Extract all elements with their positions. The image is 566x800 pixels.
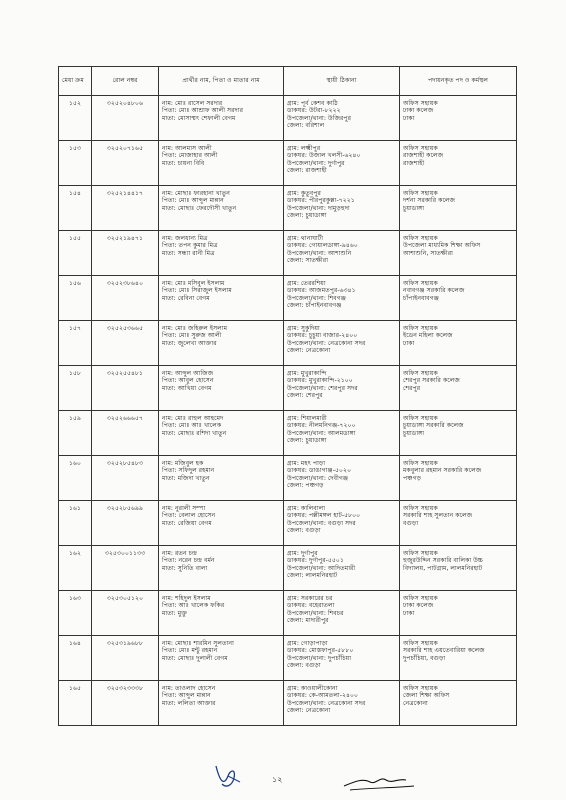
posting-cell-line: শেরপুর — [403, 384, 421, 392]
name-cell-line: পিতা: মোজাহার আলী — [162, 152, 218, 160]
address-cell — [284, 636, 400, 681]
name-cell-line: নাম: নুরালী সম্পা — [162, 505, 206, 512]
posting-cell-line: অফিস সহায়ক — [403, 370, 438, 377]
address-cell-line: ডাকঘর: মোস্তফাপুর-৫৮৮০ — [287, 647, 354, 655]
name-cell — [159, 231, 284, 276]
posting-cell — [400, 546, 517, 591]
address-cell-line: ডাকঘর: ডাঙাগাঞ্জ-৫০২০ — [287, 467, 352, 475]
name-cell-line: পিতা: মোঃ মন্টু রহমান — [162, 647, 218, 655]
name-cell-line: নাম: শহিদুল ইসলাম — [162, 595, 211, 602]
name-cell-line: পিতা: সফিদুল রহমান — [162, 467, 215, 475]
table-row — [59, 186, 517, 231]
roll-cell: ৩২৫২৮৫৬৯৯ — [92, 501, 159, 546]
name-cell — [159, 456, 284, 501]
name-cell-line: নাম: আব্দুল আজিজ — [162, 370, 214, 377]
posting-cell-line: হুজুরউদ্দিন সরকারি বালিকা উচ্চ — [403, 557, 483, 565]
posting-cell — [400, 96, 517, 141]
name-cell — [159, 546, 284, 591]
serial-cell: ১৫৪ — [59, 186, 92, 231]
table-row — [59, 681, 517, 726]
page-number: ১২ — [272, 775, 283, 784]
serial-cell: ১৫৫ — [59, 231, 92, 276]
roll-cell: ৩২৫৩০০১১৩৩ — [92, 546, 159, 591]
name-cell-line: মাতা: সন্ধ্যা রানী মিত্র — [162, 249, 215, 257]
name-cell-line: নাম: আলমাস আলী — [162, 145, 212, 152]
address-cell-line: উপজেলা/থানা: দামুড়হুদা — [287, 204, 350, 212]
table-row — [59, 591, 517, 636]
address-cell — [284, 186, 400, 231]
posting-cell — [400, 501, 517, 546]
address-cell-line: গ্রাম: তেররশিয়া — [287, 280, 326, 287]
posting-cell-line: অফিস সহায়ক — [403, 145, 438, 152]
posting-cell-line: অফিস সহায়ক — [403, 415, 438, 422]
name-cell-line: মাতা: মজিদা খাতুন — [162, 474, 210, 482]
posting-cell-line: ইডেন মহিলা কলেজ — [403, 332, 453, 340]
posting-cell-line: অফিস সহায়ক — [403, 685, 438, 692]
address-cell-line: উপজেলা/থানা: শিবচর — [287, 609, 344, 617]
address-cell-line: জেলা: শেরপুর — [287, 392, 323, 400]
name-cell-line: মাতা: মোছাঃ রশিদা খাতুন — [162, 429, 227, 437]
table-row — [59, 411, 517, 456]
table-row — [59, 456, 517, 501]
posting-cell — [400, 276, 517, 321]
address-cell-line: গ্রাম: পূর্ব কেশব কাঠি — [287, 100, 338, 107]
address-cell-line: জেলা: পঞ্চগড় — [287, 482, 324, 490]
posting-cell-line: নবাবগঞ্জ সরকারি কলেজ — [403, 287, 465, 295]
name-cell-line: পিতা: মোঃ সুরুজ আলী — [162, 332, 222, 340]
posting-cell — [400, 321, 517, 366]
name-cell-line: নাম: মোঃ মসিবুল ইসলাম — [162, 280, 225, 287]
address-cell-line: উপজেলা/থানা: বগুড়া সদর — [287, 519, 356, 527]
posting-cell-line: ঢাকা কলেজ — [403, 107, 434, 115]
posting-cell-line: দর্শনা সরকারি কলেজ — [403, 197, 456, 205]
roll-cell: ৩২৫২৮৫৪৮৩ — [92, 456, 159, 501]
serial-cell: ১৬৫ — [59, 681, 92, 726]
signature-left — [210, 762, 250, 794]
name-cell-line: নাম: মোঃ রাহুল আহমেদ — [162, 415, 224, 422]
name-cell — [159, 636, 284, 681]
address-cell — [284, 591, 400, 636]
address-cell-line: ডাকঘর: মুখুরাকান্দি-২১০০ — [287, 377, 353, 385]
posting-cell-line: অফিস সহায়ক — [403, 550, 438, 557]
address-cell-line: জেলা: লালমনিরহাট — [287, 572, 338, 580]
address-cell — [284, 456, 400, 501]
posting-cell-line: ঢাকা — [403, 339, 415, 347]
serial-cell: ১৫৭ — [59, 321, 92, 366]
table-row — [59, 636, 517, 681]
posting-cell-line: রাজশাহী — [403, 159, 425, 167]
posting-cell-line: রাজশাহী কলেজ — [403, 152, 444, 160]
posting-cell-line: আশাশুনি, সাতক্ষীরা — [403, 249, 453, 257]
posting-cell-line: অফিস সহায়ক — [403, 325, 438, 332]
name-cell-line: পিতা: নরেন চন্দ্র বর্মন — [162, 557, 215, 565]
name-cell-line: মাতা: মোসাম্মৎ শেফালী বেগম — [162, 114, 236, 122]
address-cell-line: ডাকঘর: গোয়ালডাঙ্গা-৯৪৬০ — [287, 242, 358, 250]
name-cell-line: মাতা: জুলেখা আক্তার — [162, 339, 217, 347]
address-cell — [284, 411, 400, 456]
address-cell-line: উপজেলা/থানা: দেবীগঞ্জ — [287, 474, 349, 482]
name-cell-line: নাম: মোঃ জহিরুল ইসলাম — [162, 325, 228, 332]
roll-cell: ৩২৫২৫৩৬৬৫ — [92, 321, 159, 366]
name-cell-line: মাতা: মোছাঃ দুলালী বেগম — [162, 654, 228, 662]
address-cell-line: গ্রাম: সুকুদিয়া — [287, 325, 320, 332]
address-cell — [284, 681, 400, 726]
posting-cell-line: ঢাকা কলেজ — [403, 602, 434, 610]
serial-cell: ১৫৮ — [59, 366, 92, 411]
name-cell-line: পিতা: আবুল হোসেন — [162, 377, 214, 385]
posting-cell-line: চাঁপাইনবাবগঞ্জ — [403, 294, 440, 302]
table-row — [59, 231, 517, 276]
address-cell-line: গ্রাম: থানাঘাটী — [287, 235, 323, 242]
posting-cell-line: সরকারি শাহ সুলতান কলেজ — [403, 512, 473, 520]
name-cell — [159, 411, 284, 456]
address-cell-line: জেলা: বরিশাল — [287, 122, 325, 130]
name-cell-line: মাতা: সুনিতি বালা — [162, 564, 208, 572]
posting-cell-line: চুয়াডাঙ্গা সরকারি কলেজ — [403, 422, 464, 430]
name-cell — [159, 186, 284, 231]
serial-cell: ১৫৬ — [59, 276, 92, 321]
posting-cell-line: পঞ্চগড় — [403, 474, 422, 482]
roll-cell: ৩২৫২০৭১৬৫ — [92, 141, 159, 186]
address-cell — [284, 546, 400, 591]
serial-cell: ১৬২ — [59, 546, 92, 591]
posting-cell — [400, 186, 517, 231]
name-cell-line: পিতা: মোঃ সিরাজুল ইসলাম — [162, 287, 232, 295]
posting-cell-line: ঢাকা — [403, 609, 415, 617]
merit-list-table — [58, 66, 517, 726]
address-cell-line: ডাকঘর: উটরা-৮২২২ — [287, 107, 341, 115]
address-cell-line: ডাকঘর: দুর্গাপুর-৫৫০১ — [287, 557, 344, 565]
roll-cell: ৩২৫৩২৩৩৩৮ — [92, 681, 159, 726]
posting-cell — [400, 366, 517, 411]
table-row — [59, 141, 517, 186]
name-cell-line: মাতা: ললিতা আক্তার — [162, 699, 216, 707]
table-row — [59, 546, 517, 591]
address-cell-line: ডাকঘর: পীরপুরকুল্লা-৭২২১ — [287, 197, 355, 205]
posting-cell-line: চুয়াডাঙ্গা — [403, 429, 425, 437]
name-cell-line: পিতা: বেলাল হোসেন — [162, 512, 216, 520]
header-roll: রোল নম্বর — [92, 67, 159, 96]
name-cell — [159, 276, 284, 321]
roll-cell: ৩২৫২৫৫৪৮১ — [92, 366, 159, 411]
name-cell-line: মাতা: আখিয়া বেগম — [162, 384, 212, 392]
table-row — [59, 501, 517, 546]
name-cell-line: পিতা: মোঃ আব্দুল মান্নান — [162, 197, 224, 205]
address-cell-line: গ্রাম: শিয়ালমারী — [287, 415, 327, 422]
header-row — [59, 67, 517, 96]
address-cell-line: ডাকঘর: আজমতপুর-৬৩৪১ — [287, 287, 356, 295]
name-cell-line: নাম: জলধান্য মিত্র — [162, 235, 208, 242]
address-cell-line: গ্রাম: কালিবালা — [287, 505, 326, 512]
address-cell-line: গ্রাম: লক্ষ্মীপুর — [287, 145, 321, 152]
address-cell-line: জেলা: বগুড়া — [287, 527, 321, 535]
name-cell-line: নাম: মজিবুল হক — [162, 460, 204, 467]
address-cell-line: জেলা: নেত্রকোনা — [287, 707, 331, 715]
address-cell-line: গ্রাম: মহৎ পাড়া — [287, 460, 326, 467]
header-address: স্থায়ী ঠিকানা — [284, 67, 400, 96]
address-cell — [284, 321, 400, 366]
posting-cell-line: অফিস সহায়ক — [403, 280, 438, 287]
posting-cell-line: উপজেলা মাধ্যমিক শিক্ষা অফিস — [403, 242, 481, 250]
name-cell-line: পিতা: আব্দুল মান্নান — [162, 692, 211, 700]
address-cell-line: ডাকঘর: চুচুয়া বাজার-২৪০০ — [287, 332, 358, 340]
posting-cell-line: শেরপুর সরকারি কলেজ — [403, 377, 460, 385]
posting-cell-line: অফিস সহায়ক — [403, 190, 438, 197]
roll-cell: ৩২৫২১৪৪১৭ — [92, 186, 159, 231]
posting-cell-line: অফিস সহায়ক — [403, 640, 438, 647]
posting-cell-line: দুপচাঁচিয়া, বগুড়া — [403, 654, 446, 662]
name-cell-line: নাম: মোঃ রাসেল সরদার — [162, 100, 223, 107]
serial-cell: ১৬০ — [59, 456, 92, 501]
serial-cell: ১৫৯ — [59, 411, 92, 456]
table-row — [59, 96, 517, 141]
name-cell — [159, 501, 284, 546]
serial-cell: ১৬৪ — [59, 636, 92, 681]
address-cell-line: জেলা: চুয়াডাঙ্গা — [287, 437, 327, 445]
address-cell-line: জেলা: নেত্রকোনা — [287, 347, 331, 355]
address-cell-line: গ্রাম: কুতুবপুর — [287, 190, 321, 197]
posting-cell-line: সরকারি শাহ এয়তেবারিয়া কলেজ — [403, 647, 485, 655]
posting-cell-line: জেলা শিক্ষা অফিস — [403, 692, 450, 700]
address-cell-line: উপজেলা/থানা: শেরপুর সদর — [287, 384, 358, 392]
address-cell — [284, 366, 400, 411]
address-cell-line: উপজেলা/থানা: আশাশুনি — [287, 249, 352, 257]
posting-cell-line: বগুড়া — [403, 519, 419, 527]
roll-cell: ৩২৫৩০৫১২০ — [92, 591, 159, 636]
address-cell-line: গ্রাম: কাওয়ালীকোনা — [287, 685, 338, 692]
name-cell-line: মাতা: রেজিয়া বেগম — [162, 519, 212, 527]
address-cell-line: উপজেলা/থানা: আলমডাঙ্গা — [287, 429, 356, 437]
address-cell-line: উপজেলা/থানা: উজিরপুর — [287, 114, 352, 122]
posting-cell — [400, 141, 517, 186]
name-cell — [159, 591, 284, 636]
posting-cell — [400, 591, 517, 636]
name-cell-line: নাম: মোছাঃ শারমিন সুলতানা — [162, 640, 234, 647]
posting-cell-line: ঢাকা — [403, 114, 415, 122]
serial-cell: ১৬১ — [59, 501, 92, 546]
address-cell — [284, 276, 400, 321]
roll-cell: ৩২৫২০৪৮০৬ — [92, 96, 159, 141]
name-cell-line: মাতা: চায়না বিবি — [162, 159, 205, 167]
header-serial: মেধা ক্রম — [59, 67, 92, 96]
name-cell-line: পিতা: মোঃ আশ্রাফ আলী সরদার — [162, 107, 243, 115]
roll-cell: ৩২৫২৩৮৬৪০ — [92, 276, 159, 321]
posting-cell — [400, 411, 517, 456]
posting-cell — [400, 231, 517, 276]
serial-cell: ১৫৩ — [59, 141, 92, 186]
name-cell-line: মাতা: মোছাঃ ফেরদৌসী খাতুন — [162, 204, 237, 212]
name-cell-line: নাম: মোছাঃ ফারহানা খাতুন — [162, 190, 230, 197]
name-cell-line: পিতা: আঃ খালেক ফকির — [162, 602, 225, 610]
name-cell-line: মাতা: মুক্তু — [162, 609, 188, 617]
address-cell-line: জেলা: মাদারীপুর — [287, 617, 329, 625]
address-cell-line: জেলা: চুয়াডাঙ্গা — [287, 212, 327, 220]
address-cell-line: উপজেলা/থানা: আদিতমারী — [287, 564, 356, 572]
address-cell — [284, 141, 400, 186]
address-cell-line: জেলা: রাজশাহী — [287, 167, 327, 175]
address-cell-line: জেলা: চাঁপাইনবাবগঞ্জ — [287, 302, 342, 310]
roll-cell: ৩২৫২১৯৪৭১ — [92, 231, 159, 276]
posting-cell-line: অফিস সহায়ক — [403, 595, 438, 602]
address-cell-line: উপজেলা/থানা: নেত্রকোনা সদর — [287, 339, 366, 347]
address-cell-line: জেলা: সাতক্ষীরা — [287, 257, 329, 265]
address-cell — [284, 96, 400, 141]
roll-cell: ৩২৫৩১৯৬৮৮ — [92, 636, 159, 681]
table-row — [59, 276, 517, 321]
posting-cell — [400, 681, 517, 726]
signature-right — [340, 770, 420, 798]
table-row — [59, 321, 517, 366]
address-cell-line: ডাকঘর: কে-আমতলা-২৪০০ — [287, 692, 359, 700]
address-cell-line: গ্রাম: মুখুরাকান্দি — [287, 370, 327, 377]
address-cell — [284, 231, 400, 276]
name-cell-line: নাম: তাওলাদ হোসেন — [162, 685, 216, 692]
header-name-info: প্রার্থীর নাম, পিতা ও মাতার নাম — [159, 67, 284, 96]
posting-cell-line: চুয়াডাঙ্গা — [403, 204, 425, 212]
address-cell-line: গ্রাম: দুর্গাপুর — [287, 550, 318, 557]
roll-cell: ৩২৫২৬৬৬৫৭ — [92, 411, 159, 456]
name-cell — [159, 321, 284, 366]
posting-cell-line: অফিস সহায়ক — [403, 505, 438, 512]
address-cell-line: উপজেলা/থানা: নেত্রকোনা সদর — [287, 699, 366, 707]
address-cell — [284, 501, 400, 546]
address-cell-line: ডাকঘর: নীলমনিগঞ্জ-৭২০০ — [287, 422, 356, 430]
address-cell-line: উপজেলা/থানা: শিবগঞ্জ — [287, 294, 347, 302]
name-cell — [159, 366, 284, 411]
posting-cell-line: অফিস সহায়ক — [403, 460, 438, 467]
header-posting: পদায়নকৃত পদ ও কর্মস্থল — [400, 67, 517, 96]
name-cell-line: মাতা: রেবিনা বেগম — [162, 294, 210, 302]
address-cell-line: ডাকঘর: উজাল খলসী-৬২৪০ — [287, 152, 361, 160]
address-cell-line: ডাকঘর: পল্লীমঙ্গল হাট-৫৮০০ — [287, 512, 361, 520]
serial-cell: ১৫২ — [59, 96, 92, 141]
name-cell-line: নাম: রতন চন্দ্র — [162, 550, 198, 557]
name-cell — [159, 681, 284, 726]
posting-cell — [400, 456, 517, 501]
address-cell-line: গ্রাম: গোড়াপাড়া — [287, 640, 328, 647]
posting-cell-line: বিদ্যালয়, পাটগ্রাম, লালমনিরহাট — [403, 564, 483, 572]
posting-cell-line: নেত্রকোনা — [403, 699, 428, 707]
table-row — [59, 366, 517, 411]
name-cell-line: পিতা: মোঃ আঃ খালেক — [162, 422, 222, 430]
posting-cell-line: অফিস সহায়ক — [403, 100, 438, 107]
address-cell-line: উপজেলা/থানা: দুর্গাপুর — [287, 159, 345, 167]
address-cell-line: জেলা: বগুড়া — [287, 662, 321, 670]
name-cell — [159, 141, 284, 186]
posting-cell — [400, 636, 517, 681]
serial-cell: ১৬৩ — [59, 591, 92, 636]
address-cell-line: ডাকঘর: বহেরাতলা — [287, 602, 335, 610]
name-cell-line: পিতা: তপন কুমার মিত্র — [162, 242, 218, 250]
address-cell-line: গ্রাম: সরকারের চর — [287, 595, 333, 602]
address-cell-line: উপজেলা/থানা: দুপচাঁচিয়া — [287, 654, 352, 662]
name-cell — [159, 96, 284, 141]
posting-cell-line: অফিস সহায়ক — [403, 235, 438, 242]
posting-cell-line: মকবুলার রহমান সরকারি কলেজ — [403, 467, 482, 475]
